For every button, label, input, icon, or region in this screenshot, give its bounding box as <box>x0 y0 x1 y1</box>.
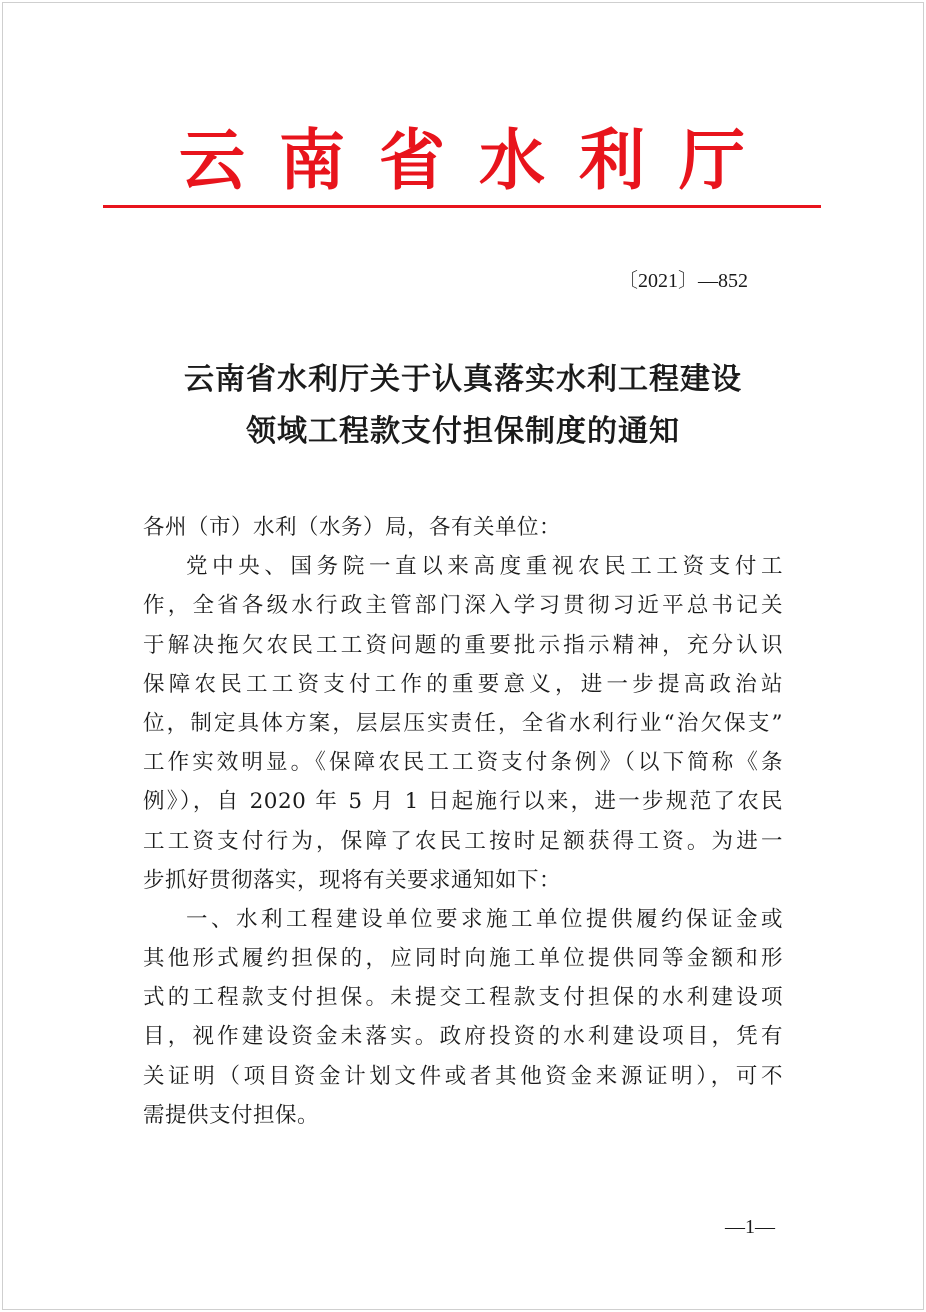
paragraph-line: 其他形式履约担保的，应同时向施工单位提供同等金额和形 <box>143 946 783 972</box>
document-number: 〔2021〕—852 <box>618 270 748 292</box>
document-title-line-2: 领域工程款支付担保制度的通知 <box>246 414 680 449</box>
paragraph-line: 于解决拖欠农民工工资问题的重要批示指示精神，充分认识 <box>143 632 783 658</box>
letterhead-title: 云南省水利厅 <box>179 121 779 199</box>
paragraph-line: 关证明（项目资金计划文件或者其他资金来源证明），可不 <box>143 1063 783 1089</box>
page-number: —1— <box>725 1216 775 1238</box>
paragraph-2 <box>143 900 783 1135</box>
document-title <box>100 354 826 458</box>
paragraph-line: 式的工程款支付担保。未提交工程款支付担保的水利建设项 <box>143 985 783 1011</box>
paragraph-line: 目，视作建设资金未落实。政府投资的水利建设项目，凭有 <box>143 1024 783 1050</box>
document-title-line-1: 云南省水利厅关于认真落实水利工程建设 <box>184 362 742 397</box>
salutation: 各州（市）水利（水务）局，各有关单位： <box>143 515 562 540</box>
paragraph-line: 工工资支付行为，保障了农民工按时足额获得工资。为进一 <box>143 828 783 854</box>
paragraph-line: 位，制定具体方案，层层压实责任，全省水利行业“治欠保支” <box>143 710 783 736</box>
paragraph-line: 工作实效明显。《保障农民工工资支付条例》（以下简称《条 <box>143 750 783 776</box>
paragraph-line: 保障农民工工资支付工作的重要意义，进一步提高政治站 <box>143 671 783 697</box>
paragraph-1 <box>143 547 783 900</box>
document-body <box>143 508 783 1135</box>
paragraph-line: 党中央、国务院一直以来高度重视农民工工资支付工 <box>186 554 783 580</box>
red-divider-line <box>103 205 821 208</box>
paragraph-line: 例》），自 2020 年 5 月 1 日起施行以来，进一步规范了农民 <box>143 789 783 815</box>
paragraph-line: 一、水利工程建设单位要求施工单位提供履约保证金或 <box>186 906 783 932</box>
paragraph-line: 需提供支付担保。 <box>143 1102 320 1128</box>
paragraph-line: 作，全省各级水行政主管部门深入学习贯彻习近平总书记关 <box>143 593 783 619</box>
paragraph-line: 步抓好贯彻落实，现将有关要求通知如下： <box>143 867 562 893</box>
